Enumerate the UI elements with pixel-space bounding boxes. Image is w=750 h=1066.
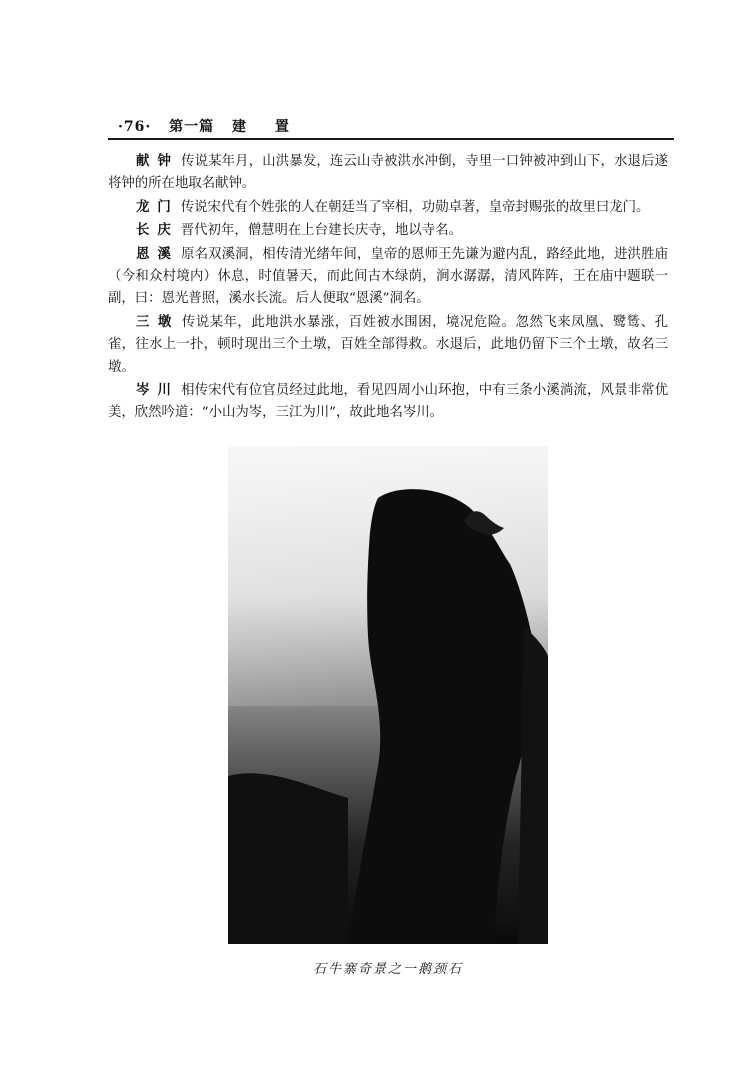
entry-term: 三墩	[136, 313, 180, 330]
page-header	[118, 116, 678, 136]
entry-enxi	[108, 243, 668, 311]
entry-xianzhong	[108, 150, 668, 196]
entry-changqing	[108, 219, 668, 242]
rock-photo-image	[228, 446, 548, 944]
entry-cenchuan	[108, 379, 668, 425]
entry-text: 传说某年，此地洪水暴涨，百姓被水围困，境况危险。忽然飞来凤凰、鹭鸶、孔雀，往水上一扑，顿时现出三个土墩，百姓全部得救。水退后，此地仍留下三个土墩，故名三墩。	[108, 314, 668, 375]
entry-text: 晋代初年，僧慧明在上台建长庆寺，地以寺名。	[180, 223, 462, 239]
entry-term: 岑川	[136, 382, 180, 399]
header-rule	[108, 138, 674, 140]
entry-text: 原名双溪洞，相传清光绪年间，皇帝的恩师王先谦为避内乱，路经此地，进洪胜庙（今和众村境内）休息，时值暑天，而此间古木绿荫，涧水潺潺，清风阵阵，王在庙中题联一副，曰：恩光普照，溪水长流。后人便取“恩溪”洞名。	[108, 246, 668, 307]
entry-term: 献钟	[136, 153, 180, 169]
section-title: 建 置	[231, 119, 301, 135]
entry-sandun	[108, 311, 668, 379]
entry-term: 龙门	[136, 198, 179, 215]
entry-text: 传说宋代有个姓张的人在朝廷当了宰相，功勋卓著，皇帝封赐张的故里曰龙门。	[180, 199, 650, 215]
entries-list	[108, 150, 668, 425]
entry-term: 长庆	[136, 222, 179, 239]
entry-term: 恩溪	[136, 245, 180, 262]
entry-text: 相传宋代有位官员经过此地，看见四周小山环抱，中有三条小溪淌流，风景非常优美，欣然吟道：“小山为岑，三江为川”，故此地名岑川。	[108, 383, 668, 421]
part-title: 第一篇	[169, 119, 215, 135]
entry-longmen	[108, 196, 668, 219]
page-number: ·76·	[118, 119, 152, 135]
photo-caption: 石牛寨奇景之一鹅颈石	[312, 962, 463, 977]
rock-photo	[228, 446, 548, 944]
entry-text: 传说某年月，山洪暴发，连云山寺被洪水冲倒，寺里一口钟被冲到山下，水退后遂将钟的所在地取名献钟。	[108, 154, 668, 192]
